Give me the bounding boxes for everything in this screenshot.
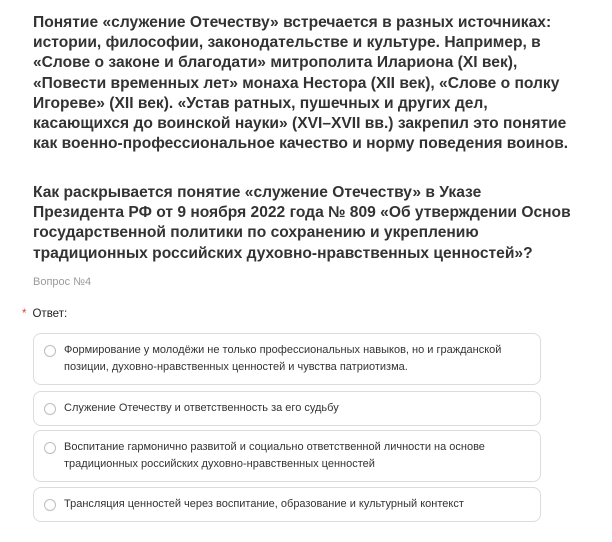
answer-label: Ответ: (32, 308, 68, 320)
answer-option-3[interactable] (33, 430, 541, 482)
answer-option-text: Трансляция ценностей через воспитание, образование и культурный контекст (64, 498, 464, 510)
answer-label-row (22, 308, 67, 320)
answer-option-text: Формирование у молодёжи не только профессиональных навыков, но и гражданской позиции, духовно-нравственных ценностей и чувства патриотизма. (64, 344, 502, 373)
answer-option-1[interactable] (33, 333, 541, 385)
answer-option-2[interactable] (33, 391, 541, 426)
answer-option-4[interactable] (33, 487, 541, 522)
required-mark: * (22, 308, 27, 320)
radio-button[interactable] (44, 442, 56, 454)
radio-button[interactable] (44, 403, 56, 415)
question-number: Вопрос №4 (33, 276, 92, 288)
radio-button[interactable] (44, 345, 56, 357)
answer-option-text: Воспитание гармонично развитой и социально ответственной личности на основе традиционных российских духовно-нравственных ценностей (64, 441, 485, 470)
question-text: Как раскрывается понятие «служение Отечеству» в Указе Президента РФ от 9 ноября 2022 года № 809 «Об утверждении Основ государственной политики по сохранению и укреплению традиционных российских духовно-нравственных ценностей»? (33, 184, 571, 262)
radio-button[interactable] (44, 499, 56, 511)
answer-option-text: Служение Отечеству и ответственность за его судьбу (64, 402, 339, 414)
intro-paragraph: Понятие «служение Отечеству» встречается в разных источниках: истории, философии, законодательстве и культуре. Например, в «Слове о законе и благодати» митрополита Илариона (XI век), «Повести временных лет» монаха Нестора (XII век), «Слове о полку Игореве» (XII век). «Устав ратных, пушечных и других дел, касающихся до воинской науки» (XVI–XVII вв.) закрепил это понятие как военно-профессиональное качество и норму поведения воинов. (33, 14, 569, 153)
